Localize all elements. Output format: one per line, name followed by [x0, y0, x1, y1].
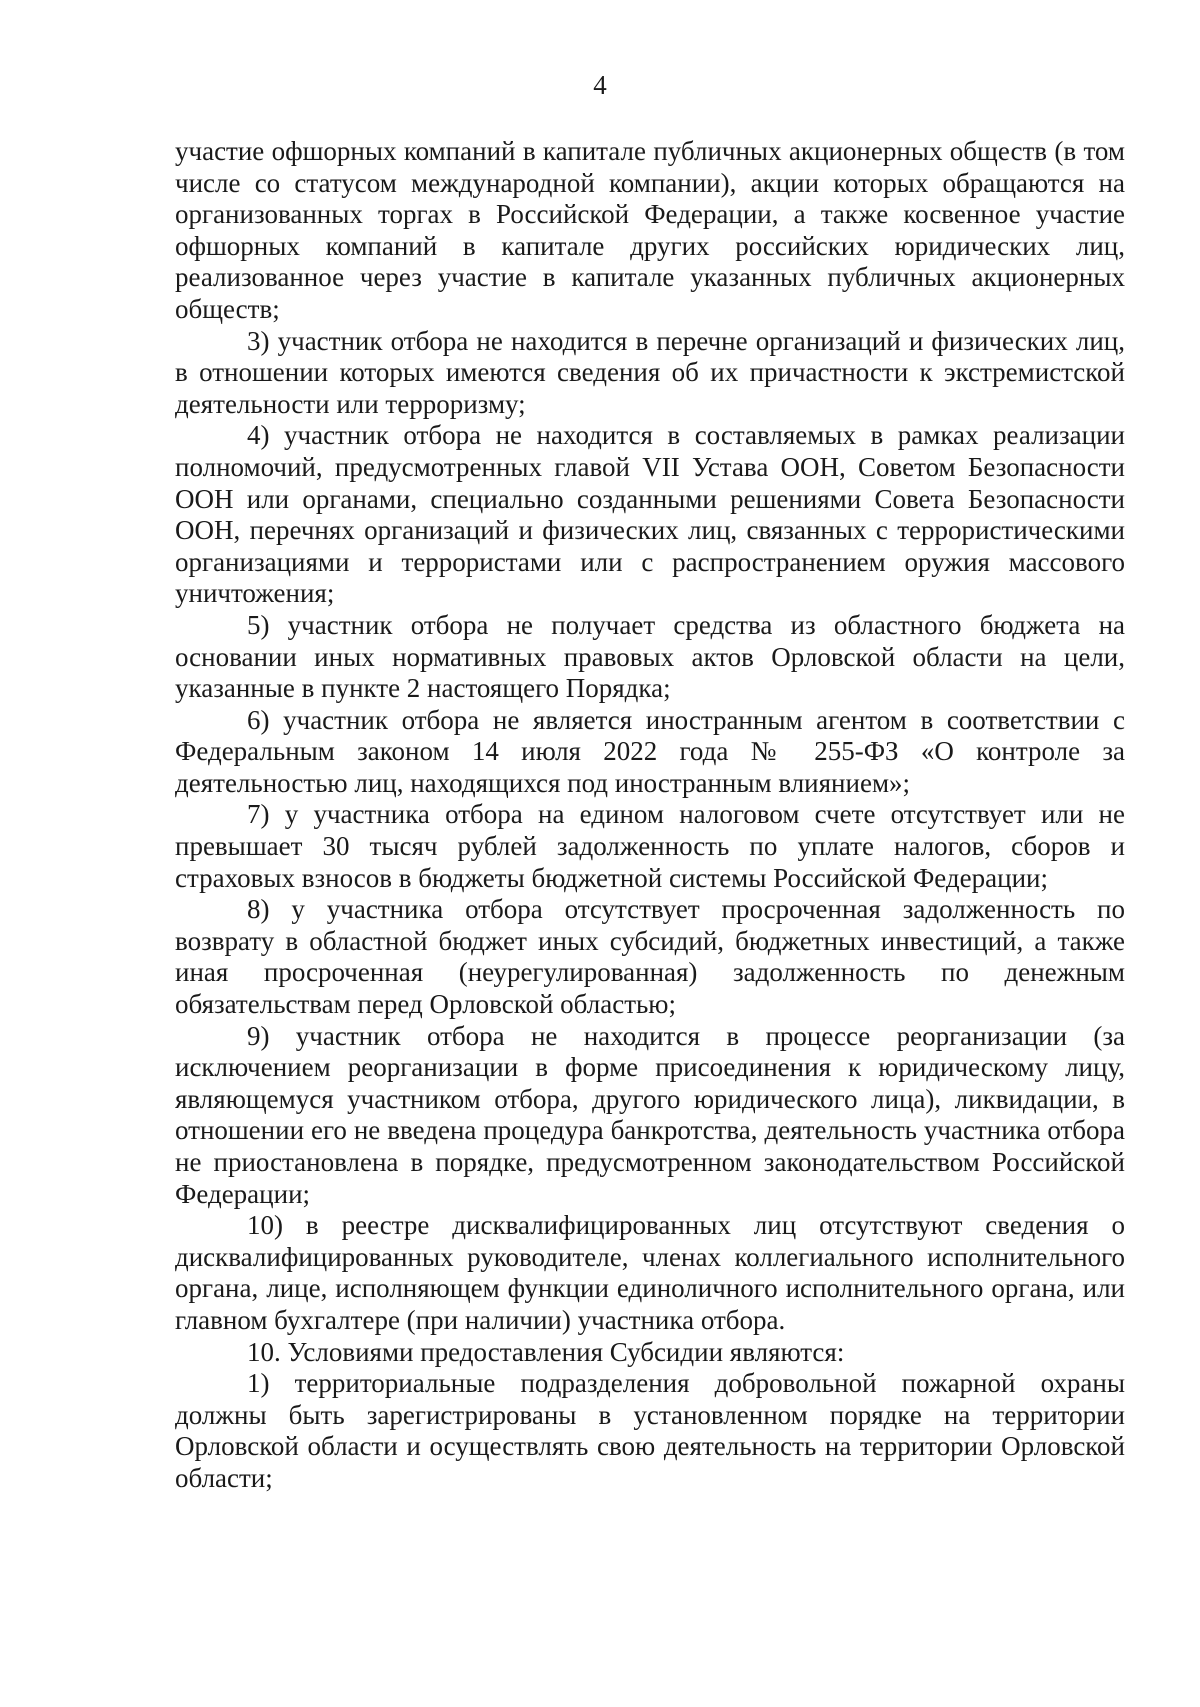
document-body: [175, 136, 1125, 1495]
paragraph-item-7: 7) у участника отбора на едином налоговом счете отсутствует или не превышает 30 тысяч рублей задолженность по уплате налогов, сборов и страховых взносов в бюджеты бюджетной системы Российской Федерации;: [175, 799, 1125, 893]
paragraph-item-6: 6) участник отбора не является иностранным агентом в соответствии с Федеральным законом 14 июля 2022 года № 255-ФЗ «О контроле за деятельностью лиц, находящихся под иностранным влиянием»;: [175, 704, 1125, 798]
paragraph-item-5: 5) участник отбора не получает средства из областного бюджета на основании иных нормативных правовых актов Орловской области на цели, указанные в пункте 2 настоящего Порядка;: [175, 609, 1125, 704]
paragraph-continuation: участие офшорных компаний в капитале публичных акционерных обществ (в том числе со статусом международной компании), акции которых обращаются на организованных торгах в Российской Федерации, а также косвенное участие офшорных компаний в капитале других российских юридических лиц, реализованное через участие в капитале указанных публичных акционерных обществ;: [175, 136, 1125, 324]
paragraph-condition-1: 1) территориальные подразделения добровольной пожарной охраны должны быть зарегистрированы в установленном порядке на территории Орловской области и осуществлять свою деятельность на территории Орловской области;: [175, 1368, 1125, 1493]
section-10-heading: 10. Условиями предоставления Субсидии являются:: [247, 1336, 845, 1367]
paragraph-item-4: 4) участник отбора не находится в составляемых в рамках реализации полномочий, предусмотренных главой VII Устава ООН, Советом Безопасности ООН или органами, специально созданными решениями Совета Безопасности ООН, перечнях организаций и физических лиц, связанных с террористическими организациями и террористами или с распространением оружия массового уничтожения;: [175, 420, 1125, 609]
paragraph-item-9: 9) участник отбора не находится в процессе реорганизации (за исключением реорганизации в форме присоединения к юридическому лицу, являющемуся участником отбора, другого юридического лица), ликвидации, в отношении его не введена процедура банкротства, деятельность участника отбора не приостановлена в порядке, предусмотренном законодательством Российской Федерации;: [175, 1020, 1125, 1209]
paragraph-item-10: 10) в реестре дисквалифицированных лиц отсутствуют сведения о дисквалифицированных руководителе, членах коллегиального исполнительного органа, лице, исполняющем функции единоличного исполнительного органа, или главном бухгалтере (при наличии) участника отбора.: [175, 1210, 1125, 1335]
paragraph-item-8: 8) у участника отбора отсутствует просроченная задолженность по возврату в областной бюджет иных субсидий, бюджетных инвестиций, а также иная просроченная (неурегулированная) задолженность по денежным обязательствам перед Орловской областью;: [175, 894, 1125, 1020]
paragraph-item-3: 3) участник отбора не находится в перечне организаций и физических лиц, в отношении которых имеются сведения об их причастности к экстремистской деятельности или терроризму;: [175, 325, 1125, 419]
page-number: 4: [593, 70, 607, 100]
